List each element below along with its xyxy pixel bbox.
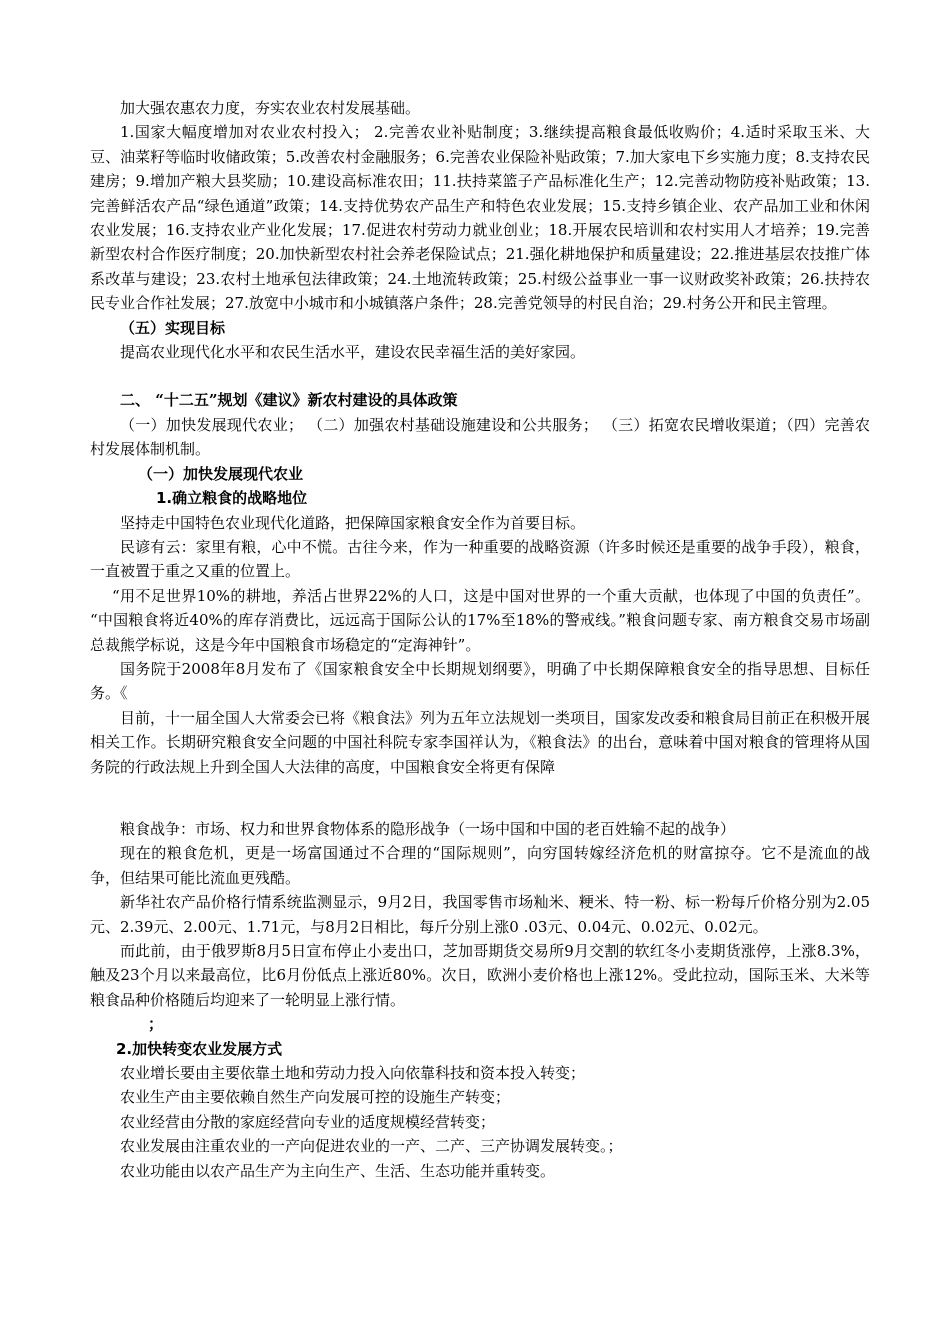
list-item: 农业增长要由主要依靠土地和劳动力投入向依靠科技和资本投入转变； [120,1064,586,1083]
spacer [90,779,870,817]
semicolon-line: ； [148,1015,164,1034]
list-item: 农业功能由以农产品生产为主向生产、生活、生态功能并重转变。 [120,1161,556,1180]
item-heading: 2.加快转变农业发展方式 [116,1039,283,1058]
list-item: 农业发展由注重农业的一产向促进农业的一产、二产、三产协调发展转变。； [120,1137,623,1156]
list-item: 农业经营由分散的家庭经营向专业的适度规模经营转变； [120,1112,496,1131]
paragraph: “用不足世界10%的耕地，养活占世界22%的人口，这是中国对世界的一个重大贡献，也体现了中国的负责任”。 “中国粮食将近40%的库存消费比，远远高于国际公认的17%至18%的警戒线。”粮食问题专家、南方粮食交易市场副总裁熊学标说，这是今年中国粮食市场稳定的“定海神针”。 [90,586,870,654]
document-page [90,96,870,1183]
item-heading: 1.确立粮食的战略地位 [156,489,308,508]
paragraph: 目前，十一届全国人大常委会已将《粮食法》列为五年立法规划一类项目，国家发改委和粮食局目前正在积极开展相关工作。长期研究粮食安全问题的中国社科院专家李国祥认为，《粮食法》的出台，意味着中国对粮食的管理将从国务院的行政法规上升到全国人大法律的高度，中国粮食安全将更有保障 [90,708,871,776]
spacer [90,364,870,388]
subsection-heading: （一）加快发展现代农业 [138,464,304,483]
paragraph: （一）加快发展现代农业； （二）加强农村基础设施建设和公共服务； （三）拓宽农民增收渠道；（四）完善农村发展体制机制。 [90,415,870,459]
paragraph: 而此前，由于俄罗斯8月5日宣布停止小麦出口，芝加哥期货交易所9月交割的软红冬小麦期货涨停，上涨8.3%，触及23个月以来最高位，比6月份低点上涨近80%。次日，欧洲小麦价格也上涨12%。受此拉动，国际玉米、大米等粮食品种价格随后均迎来了一轮明显上涨行情。 [90,942,870,1009]
paragraph: 民谚有云：家里有粮，心中不慌。古往今来，作为一种重要的战略资源（许多时候还是重要的战争手段），粮食，一直被置于重之又重的位置上。 [90,537,870,581]
chapter-heading: 二、 “十二五”规划《建议》新农村建设的具体政策 [120,391,458,410]
paragraph: 加大强农惠农力度，夯实农业农村发展基础。 [120,99,421,117]
paragraph: 新华社农产品价格行情系统监测显示，9月2日，我国零售市场籼米、粳米、特一粉、标一粉每斤价格分别为2.05元、2.39元、2.00元、1.71元，与8月2日相比，每斤分别上涨0 .03元、0.04元、0.02元、0.02元。 [90,893,870,936]
list-item: 农业生产由主要依赖自然生产向发展可控的设施生产转变； [120,1088,511,1107]
paragraph: 粮食战争：市场、权力和世界食物体系的隐形战争（一场中国和中国的老百姓输不起的战争） [120,819,736,838]
section-heading-target: （五）实现目标 [120,318,226,337]
policy-list-paragraph: 1.国家大幅度增加对农业农村投入； 2.完善农业补贴制度；3.继续提高粮食最低收购价；4.适时采取玉米、大豆、油菜籽等临时收储政策；5.改善农村金融服务；6.完善农业保险补贴政策；7.加大家电下乡实施力度；8.支持农民建房；9.增加产粮大县奖励；10.建设高标准农田；11.扶持菜篮子产品标准化生产；12.完善动物防疫补贴政策；13.完善鲜活农产品“绿色通道”政策；14.支持优势农产品生产和特色农业发展；15.支持乡镇企业、农产品加工业和休闲农业发展；16.支持农业产业化发展；17.促进农村劳动力就业创业；18.开展农民培训和农村实用人才培养；19.完善新型农村合作医疗制度；20.加快新型农村社会养老保险试点；21.强化耕地保护和质量建设；22.推进基层农技推广体系改革与建设；23.农村土地承包法律政策；24.土地流转政策；25.村级公益事业一事一议财政奖补政策；26.扶持农民专业合作社发展；27.放宽中小城市和小城镇落户条件；28.完善党领导的村民自治；29.村务公开和民主管理。 [90,123,870,313]
paragraph: 现在的粮食危机，更是一场富国通过不合理的“国际规则”，向穷国转嫁经济危机的财富掠夺。它不是流血的战争，但结果可能比流血更残酷。 [90,844,870,887]
paragraph: 坚持走中国特色农业现代化道路，把保障国家粮食安全作为首要目标。 [120,513,586,532]
paragraph: 提高农业现代化水平和农民生活水平，建设农民幸福生活的美好家园。 [120,343,586,362]
paragraph: 国务院于2008年8月发布了《国家粮食安全中长期规划纲要》，明确了中长期保障粮食安全的指导思想、目标任务。《 [90,659,870,703]
